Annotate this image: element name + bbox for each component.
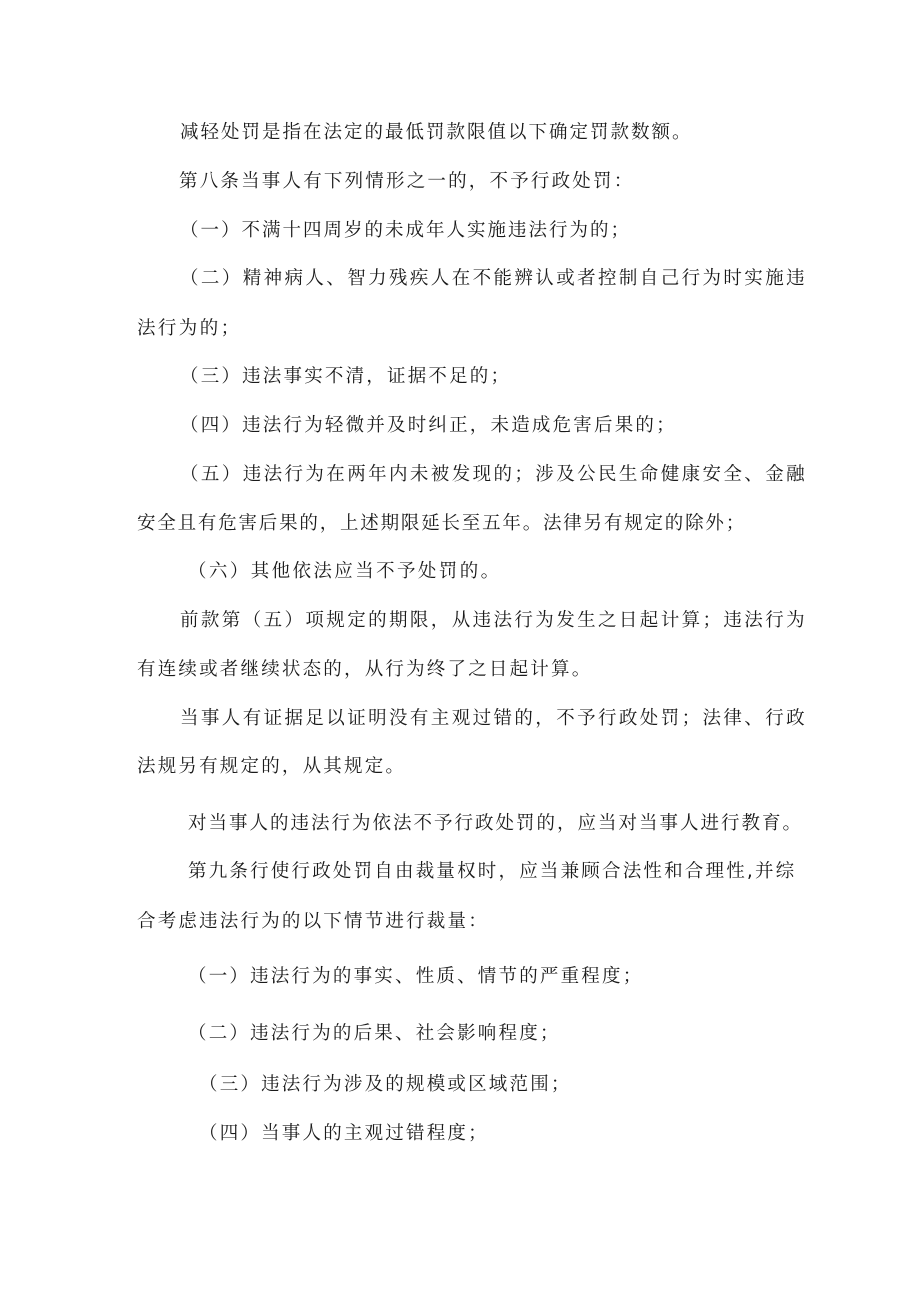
- paragraph-line: 有连续或者继续状态的，从行为终了之日起计算。: [137, 659, 593, 680]
- paragraph-line: 当事人有证据足以证明没有主观过错的，不予行政处罚；法律、行政: [180, 708, 808, 729]
- paragraph-line: （一）违法行为的事实、性质、情节的严重程度；: [188, 966, 644, 987]
- paragraph-line: （二）精神病人、智力残疾人在不能辨认或者控制自己行为时实施违: [180, 268, 808, 289]
- paragraph-line: （三）违法事实不清，证据不足的；: [180, 366, 512, 387]
- paragraph-line: 安全且有危害后果的，上述期限延长至五年。法律另有规定的除外；: [137, 513, 747, 534]
- paragraph-line: 减轻处罚是指在法定的最低罚款限值以下确定罚款数额。: [180, 122, 693, 143]
- paragraph-line: （四）当事人的主观过错程度；: [199, 1123, 489, 1144]
- paragraph-line: 前款第（五）项规定的期限，从违法行为发生之日起计算；违法行为: [180, 610, 808, 631]
- paragraph-line: 对当事人的违法行为依法不予行政处罚的，应当对当事人进行教育。: [188, 813, 804, 834]
- paragraph-line: 第八条当事人有下列情形之一的，不予行政处罚：: [179, 171, 635, 192]
- paragraph-line: 法规另有规定的，从其规定。: [137, 756, 407, 777]
- paragraph-line: （三）违法行为涉及的规模或区域范围；: [199, 1074, 572, 1095]
- paragraph-line: 合考虑违法行为的以下情节进行裁量：: [137, 911, 489, 932]
- paragraph-line: 法行为的；: [137, 318, 242, 339]
- paragraph-line: （四）违法行为轻微并及时纠正，未造成危害后果的；: [180, 415, 677, 436]
- paragraph-line: （六）其他依法应当不予处罚的。: [188, 561, 502, 582]
- paragraph-line: （五）违法行为在两年内未被发现的；涉及公民生命健康安全、金融: [180, 464, 808, 485]
- paragraph-line: （一）不满十四周岁的未成年人实施违法行为的；: [180, 220, 632, 241]
- paragraph-line: （二）违法行为的后果、社会影响程度；: [188, 1023, 561, 1044]
- paragraph-line: 第九条行使行政处罚自由裁量权时，应当兼顾合法性和合理性,并综: [188, 861, 797, 882]
